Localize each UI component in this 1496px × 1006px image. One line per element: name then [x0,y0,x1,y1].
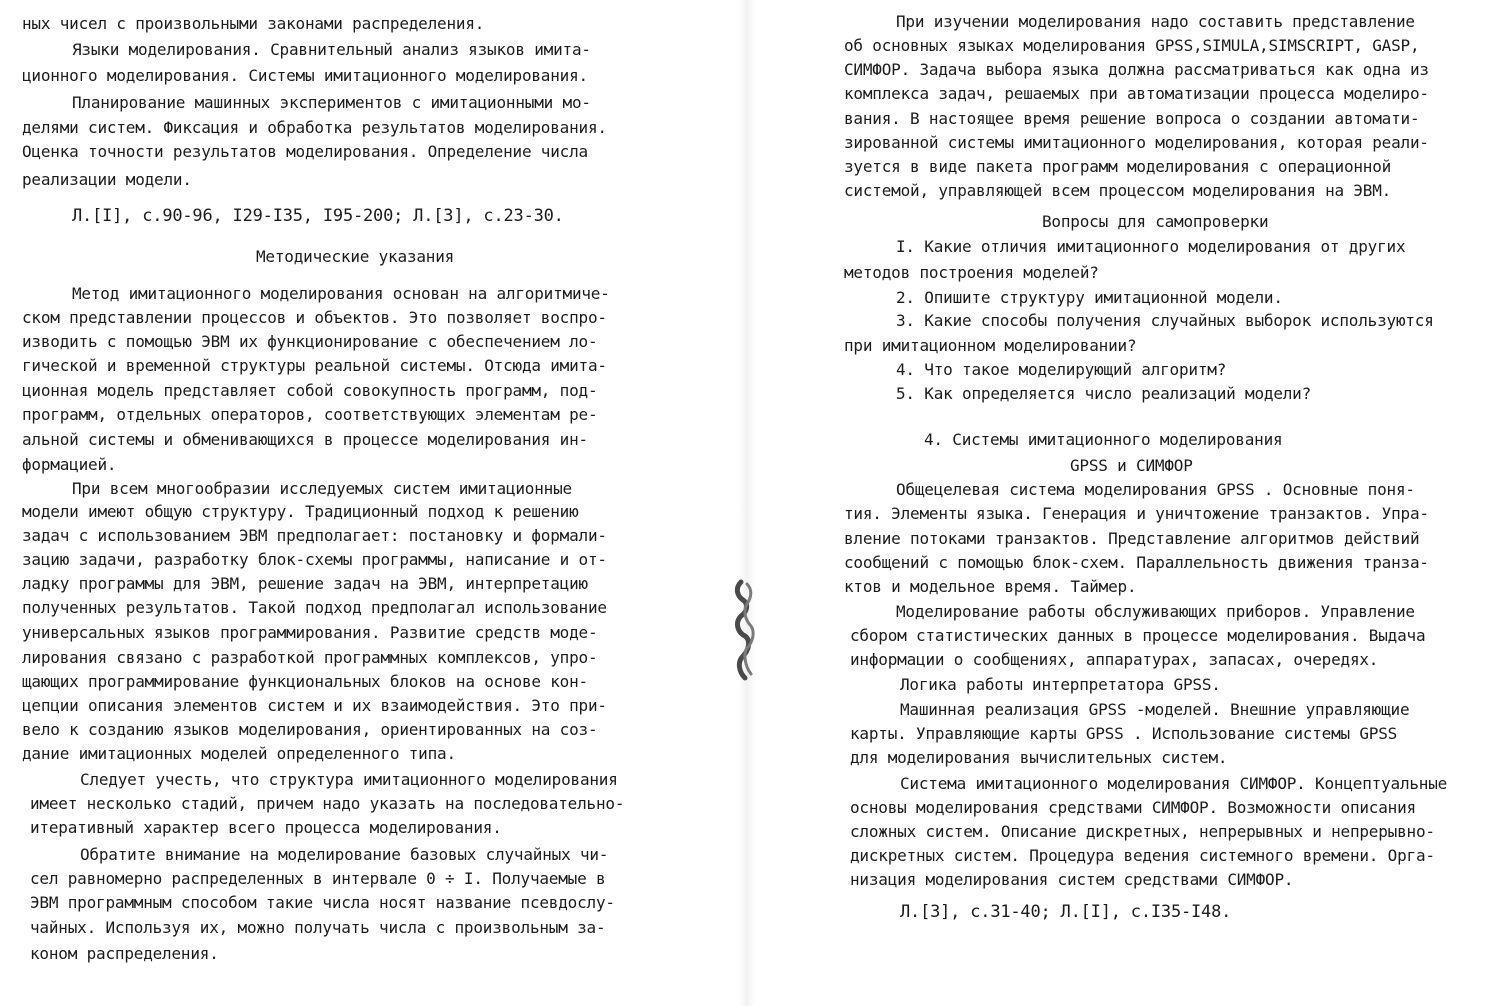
section-subheading: GPSS и СИМФОР [1070,456,1193,475]
text-line: сообщений с помощью блок-схем. Параллельность движения транза- [844,553,1429,572]
section-heading: Вопросы для самопроверки [1042,212,1269,231]
text-line: комплекса задач, решаемых при автоматизации процесса моделиро- [844,84,1429,103]
text-line: Обратите внимание на моделирование базовых случайных чи- [80,845,609,864]
text-line: дискретных систем. Процедура ведения системного времени. Орга- [850,846,1435,865]
text-line: для моделирования вычислительных систем. [850,748,1228,767]
text-line: Логика работы интерпретатора GPSS. [900,675,1221,694]
text-line: ктов и модельное время. Таймер. [844,577,1137,596]
text-line: сел равномерно распределенных в интервале 0 ÷ I. Получаемые в [30,869,606,888]
text-line: Метод имитационного моделирования основан на алгоритмиче- [72,284,610,303]
text-line: цепции описания элементов систем и их взаимодействия. Это при- [22,696,607,715]
reference-line: Л.[3], с.31-40; Л.[I], с.I35-I48. [900,902,1232,922]
question-line: I. Какие отличия имитационного моделирования от других [896,237,1406,256]
section-heading: 4. Системы имитационного моделирования [924,430,1283,449]
text-line: вело к созданию языков моделирования, ориентированных на соз- [22,720,598,739]
text-line: Оценка точности результатов моделирования. Определение числа [22,142,588,161]
text-line: информации о сообщениях, аппаратурах, запасах, очередях. [850,650,1379,669]
text-line: СИМФОР. Задача выбора языка должна рассматриваться как одна из [844,60,1429,79]
text-line: зуется в виде пакета программ моделирования с операционной [844,157,1392,176]
text-line: При изучении моделирования надо составить представление [896,12,1415,31]
text-line: Система имитационного моделирования СИМФОР. Концептуальные [900,774,1448,793]
text-line: ных чисел с произвольными законами распределения. [22,14,485,33]
text-line: ционного моделирования. Системы имитационного моделирования. [22,66,588,85]
text-line: Машинная реализация GPSS -моделей. Внешние управляющие [900,700,1410,719]
text-line: вания. В настоящее время решение вопроса о создании автомати- [844,109,1420,128]
question-line: 2. Опишите структуру имитационной модели. [896,288,1283,307]
text-line: ском представлении процессов и объектов. Это позволяет воспро- [22,308,607,327]
text-line: программ, отдельных операторов, соответствующих элементам ре- [22,405,598,424]
text-line: сложных систем. Описание дискретных, непрерывных и непрерывно- [850,822,1435,841]
staple-icon [727,578,763,682]
text-line: гической и временной структуры реальной системы. Отсюда имита- [22,356,607,375]
text-line: ЭВМ программным способом такие числа носят название псевдослу- [30,893,615,912]
text-line: основы моделирования средствами СИМФОР. Возможности описания [850,798,1416,817]
text-line: ладку программы для ЭВМ, решение задач на ЭВМ, интерпретацию [22,574,588,593]
text-line: Планирование машинных экспериментов с имитационными мо- [72,93,591,112]
text-line: формацией. [22,455,117,474]
right-page [760,0,1496,1006]
text-line: Языки моделирования. Сравнительный анализ языков имита- [72,40,591,59]
text-line: дание имитационных моделей определенного типа. [22,744,456,763]
text-line: делями систем. Фиксация и обработка результатов моделирования. [22,118,607,137]
question-line: методов построения моделей? [844,263,1099,282]
text-line: лирования связано с разработкой программных комплексов, упро- [22,648,598,667]
text-line: итеративный характер всего процесса моделирования. [30,818,502,837]
text-line: щающих программирование функциональных блоков на основе кон- [22,672,588,691]
text-line: Следует учесть, что структура имитационного моделирования [80,770,618,789]
text-line: модели имеют общую структуру. Традиционный подход к решению [22,502,579,521]
text-line: низация моделирования систем средствами СИМФОР. [850,870,1294,889]
page-gutter [738,0,756,1006]
text-line: полученных результатов. Такой подход предполагал использование [22,598,607,617]
question-line: 5. Как определяется число реализаций модели? [896,384,1312,403]
question-line: при имитационном моделировании? [844,336,1137,355]
text-line: зацию задачи, разработку блок-схемы программы, написание и от- [22,550,607,569]
text-line: системой, управляющей всем процессом моделирования на ЭВМ. [844,181,1392,200]
text-line: ционная модель представляет собой совокупность программ, под- [22,381,598,400]
text-line: зированной системы имитационного моделирования, которая реали- [844,133,1429,152]
text-line: Общецелевая система моделирования GPSS . Основные поня- [896,480,1415,499]
text-line: коном распределения. [30,944,219,963]
reference-line: Л.[I], с.90-96, I29-I35, I95-200; Л.[3], с.23-30. [72,206,564,226]
left-page [0,0,720,1006]
text-line: чайных. Используя их, можно получать числа с произвольным за- [30,918,606,937]
text-line: реализации модели. [22,170,192,189]
text-line: сбором статистических данных в процессе моделирования. Выдача [850,626,1426,645]
text-line: задач с использованием ЭВМ предполагает: постановку и формали- [22,526,607,545]
question-line: 4. Что такое моделирующий алгоритм? [896,360,1227,379]
text-line: универсальных языков программирования. Развитие средств моде- [22,623,598,642]
text-line: вление потоками транзактов. Представление алгоритмов действий [844,529,1420,548]
text-line: имеет несколько стадий, причем надо указать на последовательно- [30,794,625,813]
text-line: При всем многообразии исследуемых систем имитационные [72,479,572,498]
question-line: 3. Какие способы получения случайных выборок используются [896,311,1434,330]
text-line: об основных языках моделирования GPSS,SIMULA,SIMSCRIPT, GASP, [844,36,1420,55]
text-line: Моделирование работы обслуживающих приборов. Управление [896,602,1415,621]
text-line: карты. Управляющие карты GPSS . Использование системы GPSS [850,724,1398,743]
text-line: альной системы и обменивающихся в процессе моделирования ин- [22,430,588,449]
text-line: тия. Элементы языка. Генерация и уничтожение транзактов. Упра- [844,504,1429,523]
text-line: изводить с помощью ЭВМ их функционирование с обеспечением ло- [22,332,598,351]
section-heading: Методические указания [256,247,455,266]
